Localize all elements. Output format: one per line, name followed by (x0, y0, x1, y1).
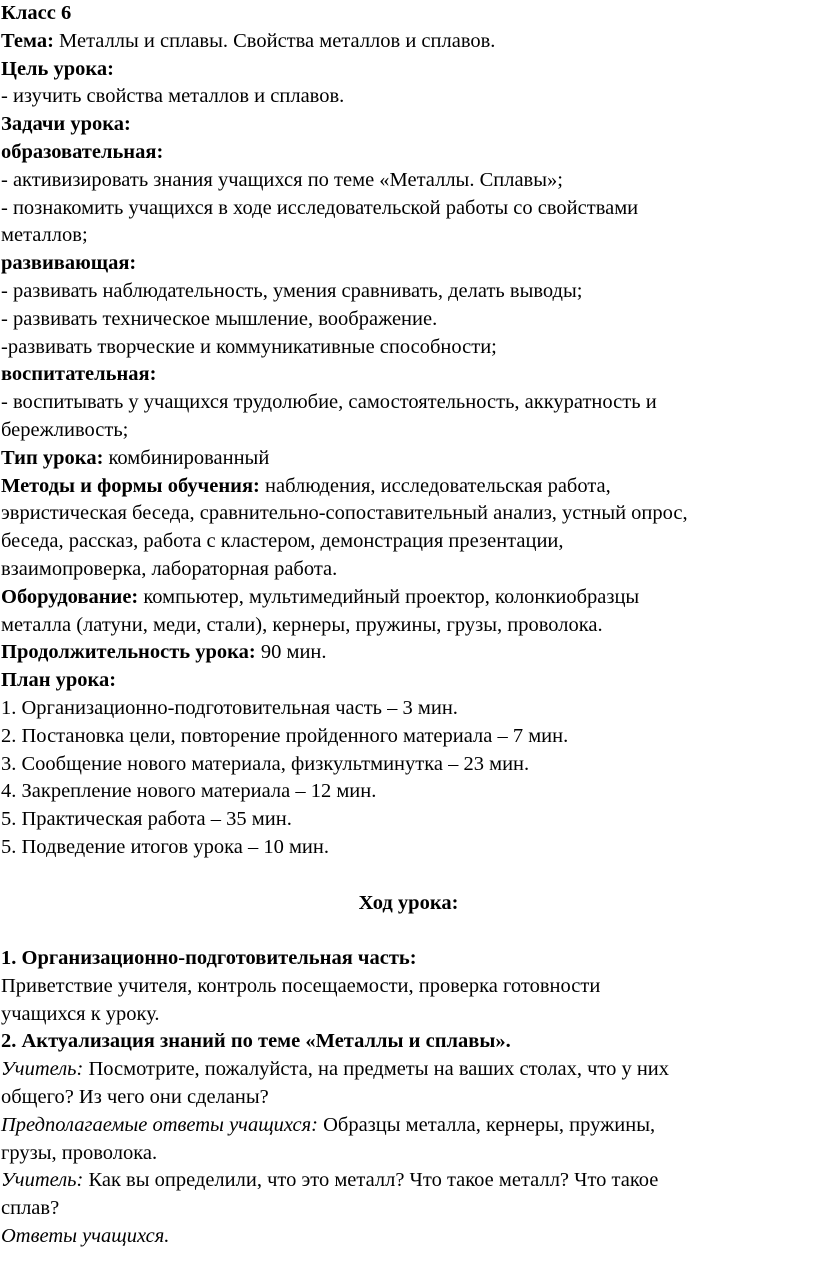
topic-label: Тема: (1, 29, 54, 52)
teacher-question-1 (1, 1056, 816, 1084)
spacer (1, 862, 816, 890)
lesson-type-line (1, 445, 816, 473)
teacher-question-text: сплав? (1, 1197, 60, 1220)
plan-heading: План урока: (1, 669, 117, 692)
part2-heading: 2. Актуализация знаний по теме «Металлы и сплавы». (1, 1030, 511, 1053)
equipment-text: компьютер, мультимедийный проектор, колонкиобразцы (138, 585, 640, 608)
developing-item: - развивать техническое мышление, воображение. (1, 307, 438, 330)
plan-item: 1. Организационно-подготовительная часть – 3 мин. (1, 696, 458, 719)
developing-item: - развивать наблюдательность, умения сравнивать, делать выводы; (1, 279, 583, 302)
spacer (1, 917, 816, 945)
duration-line (1, 639, 816, 667)
topic-text: Металлы и сплавы. Свойства металлов и сплавов. (53, 29, 496, 52)
lesson-type-label: Тип урока: (1, 446, 104, 469)
plan-item: 5. Практическая работа – 35 мин. (1, 808, 292, 831)
students-answers-label: Ответы учащихся. (1, 1225, 170, 1248)
expected-answers-text: грузы, проволока. (1, 1141, 158, 1164)
duration-label: Продолжительность урока: (1, 641, 256, 664)
goal-heading: Цель урока: (1, 57, 114, 80)
lesson-type-text: комбинированный (103, 446, 270, 469)
educational-item: металлов; (1, 224, 88, 247)
methods-text: наблюдения, исследовательская работа, (259, 474, 611, 497)
teacher-question-text: общего? Из чего они сделаны? (1, 1086, 269, 1109)
teacher-question-text: Как вы определили, что это металл? Что такое металл? Что такое (83, 1169, 659, 1192)
methods-line (1, 473, 816, 501)
tasks-heading: Задачи урока: (1, 113, 131, 136)
equipment-label: Оборудование: (1, 585, 139, 608)
plan-item: 4. Закрепление нового материала – 12 мин. (1, 780, 377, 803)
teacher-label: Учитель: (1, 1058, 84, 1081)
educational-item: - активизировать знания учащихся по теме «Металлы. Сплавы»; (1, 168, 563, 191)
part1-text: учащихся к уроку. (1, 1002, 160, 1025)
part1-text: Приветствие учителя, контроль посещаемости, проверка готовности (1, 974, 601, 997)
educational-item: - познакомить учащихся в ходе исследовательской работы со свойствами (1, 196, 639, 219)
goal-item: - изучить свойства металлов и сплавов. (1, 85, 345, 108)
plan-item: 3. Сообщение нового материала, физкультминутка – 23 мин. (1, 752, 530, 775)
plan-item: 5. Подведение итогов урока – 10 мин. (1, 835, 329, 858)
developing-heading: развивающая: (1, 252, 137, 275)
teacher-label: Учитель: (1, 1169, 84, 1192)
plan-item: 2. Постановка цели, повторение пройденного материала – 7 мин. (1, 724, 569, 747)
methods-text: взаимопроверка, лабораторная работа. (1, 557, 338, 580)
upbringing-item: - воспитывать у учащихся трудолюбие, самостоятельность, аккуратность и (1, 391, 657, 414)
developing-item: -развивать творческие и коммуникативные способности; (1, 335, 497, 358)
methods-text: эвристическая беседа, сравнительно-сопоставительный анализ, устный опрос, (1, 502, 688, 525)
expected-answers-text: Образцы металла, кернеры, пружины, (317, 1113, 656, 1136)
expected-answers-label: Предполагаемые ответы учащихся: (1, 1113, 318, 1136)
expected-answers (1, 1112, 816, 1140)
duration-text: 90 мин. (255, 641, 327, 664)
equipment-line (1, 584, 816, 612)
topic-line (1, 28, 816, 56)
teacher-question-text: Посмотрите, пожалуйста, на предметы на ваших столах, что у них (83, 1058, 670, 1081)
educational-heading: образовательная: (1, 140, 164, 163)
lesson-progress-title: Ход урока: (358, 891, 459, 914)
part1-heading: 1. Организационно-подготовительная часть: (1, 947, 417, 970)
methods-text: беседа, рассказ, работа с кластером, демонстрация презентации, (1, 530, 564, 553)
equipment-text: металла (латуни, меди, стали), кернеры, пружины, грузы, проволока. (1, 613, 603, 636)
class-heading: Класс 6 (1, 2, 72, 24)
upbringing-heading: воспитательная: (1, 363, 157, 386)
teacher-question-2 (1, 1167, 816, 1195)
methods-label: Методы и формы обучения: (1, 474, 260, 497)
upbringing-item: бережливость; (1, 418, 129, 441)
